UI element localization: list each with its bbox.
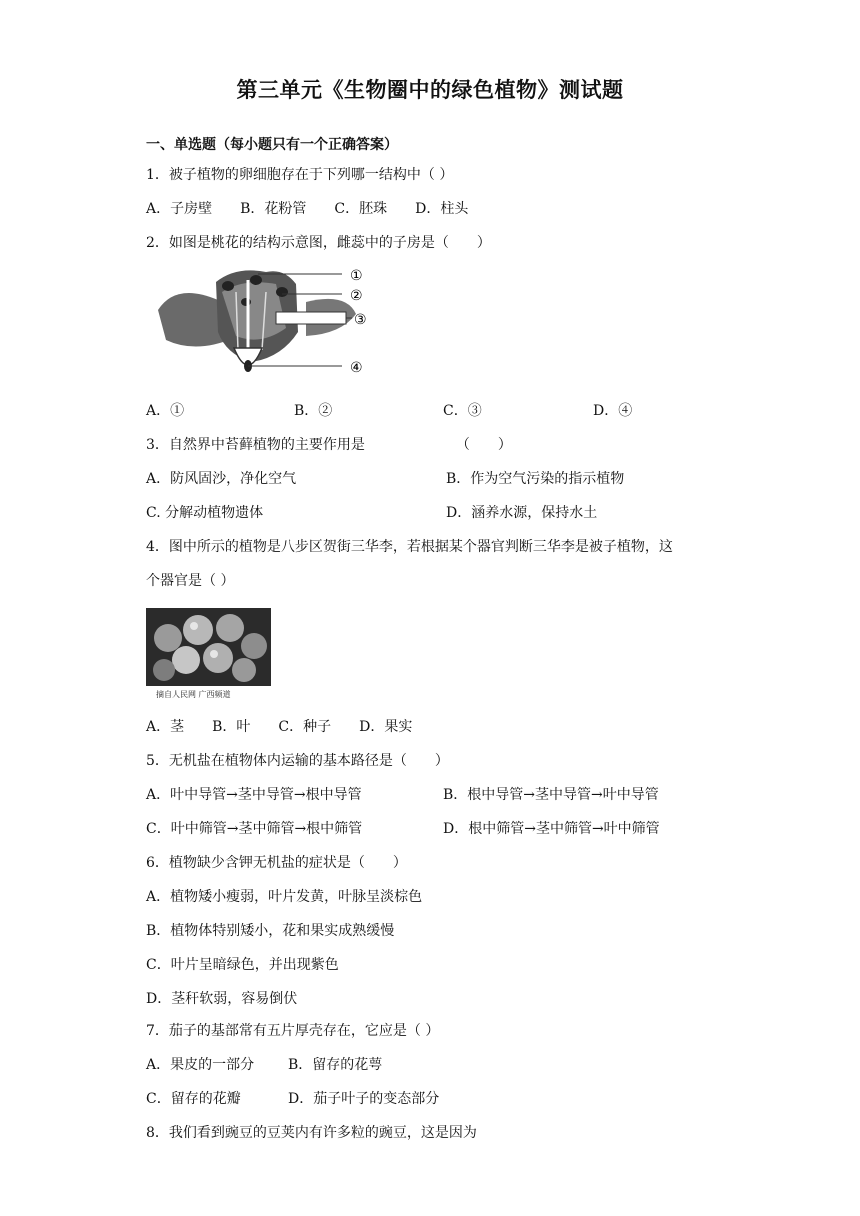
question-7-option-b: B．留存的花萼 bbox=[288, 1057, 383, 1073]
question-6-option-d: D．茎秆软弱，容易倒伏 bbox=[146, 991, 298, 1007]
question-4-stem-line1: 4．图中所示的植物是八步区贺街三华李，若根据某个器官判断三华李是被子植物，这 bbox=[146, 539, 673, 555]
peach-flower-diagram bbox=[156, 262, 371, 384]
photo-caption: 摘自人民网 广西频道 bbox=[156, 690, 231, 699]
question-5-option-d: D．根中筛管→茎中筛管→叶中筛管 bbox=[443, 821, 660, 837]
question-1-options: A．子房壁 B．花粉管 C．胚珠 D．柱头 bbox=[146, 201, 469, 217]
question-3-stem: 3．自然界中苔藓植物的主要作用是 （ ） bbox=[146, 437, 512, 453]
question-3-option-c: C. 分解动植物遗体 bbox=[146, 505, 264, 521]
question-7-stem: 7．茄子的基部常有五片厚壳存在，它应是（ ） bbox=[146, 1023, 440, 1039]
question-5-option-a: A．叶中导管→茎中导管→根中导管 bbox=[146, 787, 362, 803]
question-5-option-b: B．根中导管→茎中导管→叶中导管 bbox=[443, 787, 659, 803]
figure-label-3: ③ bbox=[354, 312, 367, 328]
question-4-options: A．茎 B．叶 C．种子 D．果实 bbox=[146, 719, 413, 735]
question-6-option-b: B．植物体特别矮小，花和果实成熟缓慢 bbox=[146, 923, 395, 939]
question-8-stem: 8．我们看到豌豆的豆荚内有许多粒的豌豆，这是因为 bbox=[146, 1125, 477, 1141]
question-5-stem: 5．无机盐在植物体内运输的基本路径是（ ） bbox=[146, 753, 449, 769]
question-3-option-a: A．防风固沙，净化空气 bbox=[146, 471, 297, 487]
question-7-option-d: D．茄子叶子的变态部分 bbox=[288, 1091, 440, 1107]
sanhua-plum-photo bbox=[146, 608, 271, 700]
figure-label-1: ① bbox=[350, 268, 363, 284]
figure-label-4: ④ bbox=[350, 360, 363, 376]
section-heading: 一、单选题（每小题只有一个正确答案） bbox=[146, 137, 398, 153]
question-6-stem: 6．植物缺少含钾无机盐的症状是（ ） bbox=[146, 855, 407, 871]
question-4-stem-line2: 个器官是（ ） bbox=[146, 573, 235, 589]
question-3-option-d: D．涵养水源，保持水土 bbox=[446, 505, 598, 521]
question-3-option-b: B．作为空气污染的指示植物 bbox=[446, 471, 625, 487]
question-2-stem: 2．如图是桃花的结构示意图，雌蕊中的子房是（ ） bbox=[146, 235, 491, 251]
page-title: 第三单元《生物圈中的绿色植物》测试题 bbox=[236, 77, 624, 102]
question-5-option-c: C．叶中筛管→茎中筛管→根中筛管 bbox=[146, 821, 363, 837]
figure-label-2: ② bbox=[350, 288, 363, 304]
question-7-option-c: C．留存的花瓣 bbox=[146, 1091, 241, 1107]
question-7-option-a: A．果皮的一部分 bbox=[146, 1057, 255, 1073]
question-6-option-a: A．植物矮小瘦弱，叶片发黄，叶脉呈淡棕色 bbox=[146, 889, 423, 905]
question-2-option-d: D．④ bbox=[593, 403, 633, 419]
question-6-option-c: C．叶片呈暗绿色，并出现紫色 bbox=[146, 957, 339, 973]
question-2-option-a: A．① bbox=[146, 403, 185, 419]
question-1-stem: 1．被子植物的卵细胞存在于下列哪一结构中（ ） bbox=[146, 167, 454, 183]
question-2-option-b: B．② bbox=[294, 403, 333, 419]
question-2-option-c: C．③ bbox=[443, 403, 482, 419]
